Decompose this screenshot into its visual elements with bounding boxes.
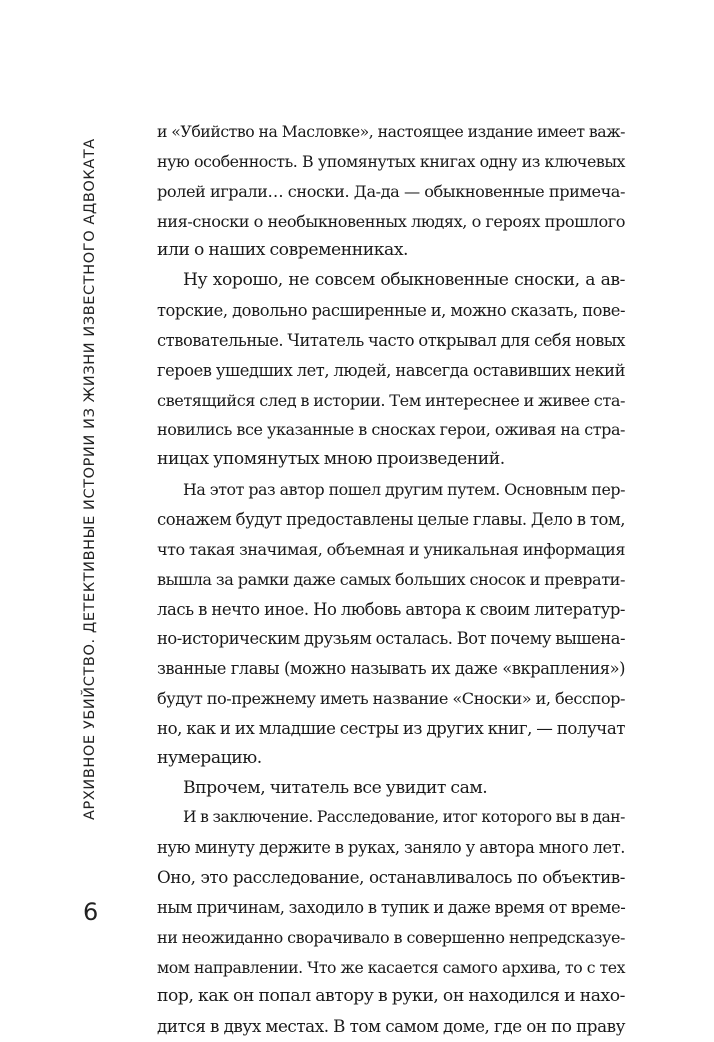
text-line: будут по-прежнему иметь название «Сноски» и, бесспор- [157,689,625,709]
text-line: или о наших современниках. [157,240,409,261]
page-number: 6 [83,898,99,926]
text-line: вышла за рамки даже самых больших сносок и преврати- [157,569,625,589]
text-line: ным причинам, заходило в тупик и даже время от време- [157,897,626,917]
text-line: ницах упомянутых мною произведений. [157,449,505,470]
text-line: и «Убийство на Масловке», настоящее издание имеет важ- [157,122,625,141]
text-line: ролей играли… сноски. Да-да — обыкновенные примеча- [157,181,625,201]
running-head: АРХИВНОЕ УБИЙСТВО. ДЕТЕКТИВНЫЕ ИСТОРИИ ИЗ ЖИЗНИ ИЗВЕСТНОГО АДВОКАТА [82,138,98,820]
text-line: лась в нечто иное. Но любовь автора к своим литератур- [157,599,625,619]
text-line: ную особенность. В упомянутых книгах одну из ключевых [157,151,625,171]
text-line: что такая значимая, объемная и уникальная информация [157,539,625,559]
text-line: На этот раз автор пошел другим путем. Основным пер- [183,480,625,500]
text-line: торские, довольно расширенные и, можно сказать, пове- [157,301,625,321]
body-text [157,117,625,1042]
text-line: сонажем будут предоставлены целые главы. Дело в том, [157,509,626,529]
text-line: нумерацию. [157,747,262,768]
text-line: дится в двух местах. В том самом доме, где он по праву [157,1016,625,1037]
text-line: светящийся след в истории. Тем интереснее и живее ста- [157,390,625,410]
text-line: но, как и их младшие сестры из других книг, — получат [157,718,625,738]
text-line: ную минуту держите в руках, заняло у автора много лет. [157,838,625,858]
text-line: пор, как он попал автору в руки, он находился и нахо- [157,986,625,1007]
text-line: званные главы (можно называть их даже «вкрапления») [157,659,625,679]
text-line: ния-сноски о необыкновенных людях, о героях прошлого [157,211,625,231]
text-line: но-историческим друзьям осталась. Вот почему вышена- [157,629,625,649]
text-line: мом направлении. Что же касается самого архива, то с тех [157,957,625,977]
text-line: И в заключение. Расследование, итог которого вы в дан- [183,808,625,827]
text-line: Ну хорошо, не совсем обыкновенные сноски, а ав- [183,270,625,291]
text-line: Впрочем, читатель все увидит сам. [183,777,488,798]
text-line: ствовательные. Читатель часто открывал для себя новых [157,330,626,350]
text-line: ни неожиданно сворачивало в совершенно непредсказуе- [157,927,625,947]
text-line: героев ушедших лет, людей, навсегда оставивших некий [157,360,625,380]
text-line: Оно, это расследование, останавливалось по объектив- [157,867,625,888]
text-line: новились все указанные в сносках герои, оживая на стра- [157,420,625,440]
